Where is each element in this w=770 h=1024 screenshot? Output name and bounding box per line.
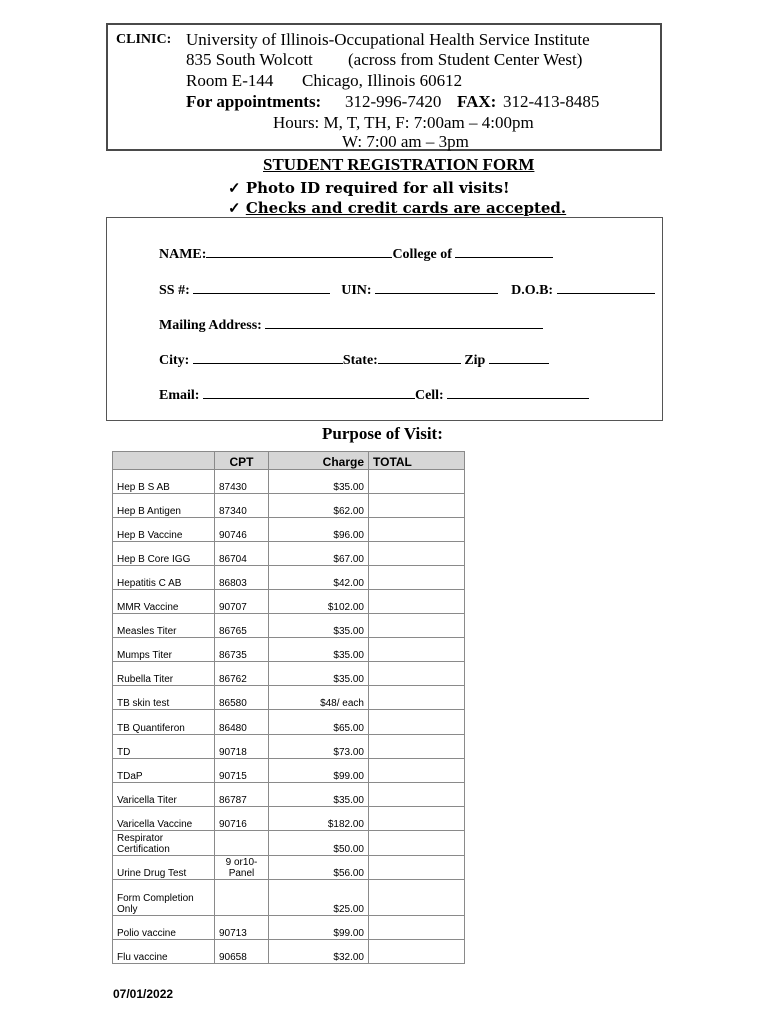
cell-label: Cell: xyxy=(414,388,444,403)
table-row xyxy=(113,710,465,735)
charge-cell: $99.00 xyxy=(269,916,369,940)
contact-row xyxy=(159,384,589,405)
fee-table xyxy=(112,451,465,964)
name-row xyxy=(159,243,553,264)
footer-date: 07/01/2022 xyxy=(113,987,174,1001)
total-cell[interactable] xyxy=(369,916,465,940)
email-label: Email: xyxy=(159,388,200,403)
table-row xyxy=(113,470,465,494)
charge-cell: $50.00 xyxy=(269,831,369,856)
charge-cell: $99.00 xyxy=(269,759,369,783)
table-row xyxy=(113,916,465,940)
service-cell: Rubella Titer xyxy=(113,662,215,686)
table-row xyxy=(113,735,465,759)
service-cell: Hep B S AB xyxy=(113,470,215,494)
cpt-cell: 9 or10-Panel xyxy=(215,856,269,880)
table-row xyxy=(113,638,465,662)
registration-box xyxy=(106,217,663,421)
hours-line-2: W: 7:00 am – 3pm xyxy=(342,132,469,151)
form-title: STUDENT REGISTRATION FORM xyxy=(263,155,535,174)
cpt-cell: 90718 xyxy=(215,735,269,759)
table-row xyxy=(113,614,465,638)
purpose-of-visit-title: Purpose of Visit: xyxy=(322,424,443,443)
header-total: TOTAL xyxy=(369,452,465,470)
total-cell[interactable] xyxy=(369,638,465,662)
service-cell: MMR Vaccine xyxy=(113,590,215,614)
charge-cell: $35.00 xyxy=(269,662,369,686)
table-row xyxy=(113,662,465,686)
table-row xyxy=(113,759,465,783)
uin-blank[interactable] xyxy=(375,279,498,294)
charge-cell: $32.00 xyxy=(269,940,369,964)
cpt-cell: 86803 xyxy=(215,566,269,590)
fax-label: FAX: xyxy=(457,92,497,111)
service-cell: Hepatitis C AB xyxy=(113,566,215,590)
cpt-cell: 90658 xyxy=(215,940,269,964)
clinic-label: CLINIC: xyxy=(116,32,172,47)
cpt-cell: 86704 xyxy=(215,542,269,566)
charge-cell: $102.00 xyxy=(269,590,369,614)
charge-cell: $182.00 xyxy=(269,807,369,831)
service-cell: TD xyxy=(113,735,215,759)
total-cell[interactable] xyxy=(369,470,465,494)
cpt-cell: 86580 xyxy=(215,686,269,710)
service-cell: Form Completion Only xyxy=(113,880,215,916)
dob-blank[interactable] xyxy=(557,279,655,294)
total-cell[interactable] xyxy=(369,614,465,638)
notice-payment xyxy=(228,198,566,218)
total-cell[interactable] xyxy=(369,566,465,590)
charge-cell: $48/ each xyxy=(269,686,369,710)
total-cell[interactable] xyxy=(369,759,465,783)
state-label: State: xyxy=(342,353,378,368)
charge-cell: $35.00 xyxy=(269,614,369,638)
cpt-cell: 86762 xyxy=(215,662,269,686)
hours-line-1: Hours: M, T, TH, F: 7:00am – 4:00pm xyxy=(273,113,534,132)
cpt-cell xyxy=(215,831,269,856)
total-cell[interactable] xyxy=(369,686,465,710)
cpt-cell: 87340 xyxy=(215,494,269,518)
clinic-street: 835 South Wolcott xyxy=(186,50,313,69)
charge-cell: $67.00 xyxy=(269,542,369,566)
table-header-row xyxy=(113,452,465,470)
total-cell[interactable] xyxy=(369,735,465,759)
table-row xyxy=(113,831,465,856)
cpt-cell: 87430 xyxy=(215,470,269,494)
cpt-cell: 86480 xyxy=(215,710,269,735)
total-cell[interactable] xyxy=(369,494,465,518)
table-row xyxy=(113,566,465,590)
uin-label: UIN: xyxy=(341,283,372,298)
ss-label: SS #: xyxy=(159,283,190,298)
table-row xyxy=(113,856,465,880)
cpt-cell: 86735 xyxy=(215,638,269,662)
charge-cell: $25.00 xyxy=(269,880,369,916)
service-cell: Hep B Core IGG xyxy=(113,542,215,566)
charge-cell: $96.00 xyxy=(269,518,369,542)
charge-cell: $35.00 xyxy=(269,638,369,662)
notice-photo-id xyxy=(228,178,510,198)
service-cell: Mumps Titer xyxy=(113,638,215,662)
city-row xyxy=(159,349,549,370)
total-cell[interactable] xyxy=(369,807,465,831)
city-blank[interactable] xyxy=(193,349,343,364)
service-cell: Flu vaccine xyxy=(113,940,215,964)
total-cell[interactable] xyxy=(369,940,465,964)
table-row xyxy=(113,542,465,566)
college-blank[interactable] xyxy=(455,243,553,258)
clinic-name: University of Illinois-Occupational Health Service Institute xyxy=(186,30,590,49)
total-cell[interactable] xyxy=(369,518,465,542)
clinic-city: Chicago, Illinois 60612 xyxy=(302,71,463,90)
appointments-label: For appointments: xyxy=(186,92,322,111)
clinic-room: Room E-144 xyxy=(186,71,274,90)
table-row xyxy=(113,494,465,518)
name-label: NAME: xyxy=(159,247,207,262)
total-cell[interactable] xyxy=(369,710,465,735)
service-cell: Respirator Certification xyxy=(113,831,215,856)
cpt-cell: 90713 xyxy=(215,916,269,940)
table-row xyxy=(113,686,465,710)
table-row xyxy=(113,783,465,807)
table-row xyxy=(113,518,465,542)
address-row xyxy=(159,314,543,335)
zip-blank[interactable] xyxy=(489,349,549,364)
fax-number: 312-413-8485 xyxy=(503,92,600,111)
clinic-info-box xyxy=(106,23,662,151)
cpt-cell: 90746 xyxy=(215,518,269,542)
service-cell: Urine Drug Test xyxy=(113,856,215,880)
cpt-cell: 90715 xyxy=(215,759,269,783)
id-row xyxy=(159,279,655,300)
service-cell: Measles Titer xyxy=(113,614,215,638)
service-cell: Hep B Vaccine xyxy=(113,518,215,542)
table-row xyxy=(113,880,465,916)
college-label: College of xyxy=(392,247,452,262)
name-blank[interactable] xyxy=(206,243,392,258)
header-service xyxy=(113,452,215,470)
total-cell[interactable] xyxy=(369,831,465,856)
notice-text: Checks and credit cards are accepted. xyxy=(245,199,567,217)
total-cell[interactable] xyxy=(369,856,465,880)
cpt-cell: 90716 xyxy=(215,807,269,831)
table-row xyxy=(113,807,465,831)
total-cell[interactable] xyxy=(369,542,465,566)
service-cell: Varicella Titer xyxy=(113,783,215,807)
charge-cell: $35.00 xyxy=(269,470,369,494)
address-label: Mailing Address: xyxy=(159,318,262,333)
charge-cell: $73.00 xyxy=(269,735,369,759)
notice-text: Photo ID required for all visits! xyxy=(245,179,510,197)
service-cell: TB Quantiferon xyxy=(113,710,215,735)
ss-blank[interactable] xyxy=(193,279,330,294)
charge-cell: $56.00 xyxy=(269,856,369,880)
total-cell[interactable] xyxy=(369,662,465,686)
table-row xyxy=(113,940,465,964)
cell-blank[interactable] xyxy=(447,384,589,399)
charge-cell: $65.00 xyxy=(269,710,369,735)
service-cell: Varicella Vaccine xyxy=(113,807,215,831)
city-label: City: xyxy=(159,353,190,368)
checkmark-icon: ✓ xyxy=(228,179,241,197)
cpt-cell: 86787 xyxy=(215,783,269,807)
dob-label: D.O.B: xyxy=(511,283,554,298)
cpt-cell: 86765 xyxy=(215,614,269,638)
email-blank[interactable] xyxy=(203,384,415,399)
state-blank[interactable] xyxy=(378,349,461,364)
total-cell[interactable] xyxy=(369,880,465,916)
cpt-cell: 90707 xyxy=(215,590,269,614)
header-charge: Charge xyxy=(269,452,369,470)
table-row xyxy=(113,590,465,614)
charge-cell: $42.00 xyxy=(269,566,369,590)
charge-cell: $35.00 xyxy=(269,783,369,807)
charge-cell: $62.00 xyxy=(269,494,369,518)
total-cell[interactable] xyxy=(369,783,465,807)
service-cell: Hep B Antigen xyxy=(113,494,215,518)
service-cell: TDaP xyxy=(113,759,215,783)
header-cpt: CPT xyxy=(215,452,269,470)
total-cell[interactable] xyxy=(369,590,465,614)
address-blank[interactable] xyxy=(265,314,543,329)
clinic-street-note: (across from Student Center West) xyxy=(348,50,583,69)
appointments-phone: 312-996-7420 xyxy=(345,92,442,111)
zip-label: Zip xyxy=(464,353,486,368)
cpt-cell xyxy=(215,880,269,916)
checkmark-icon: ✓ xyxy=(228,199,241,217)
service-cell: TB skin test xyxy=(113,686,215,710)
service-cell: Polio vaccine xyxy=(113,916,215,940)
